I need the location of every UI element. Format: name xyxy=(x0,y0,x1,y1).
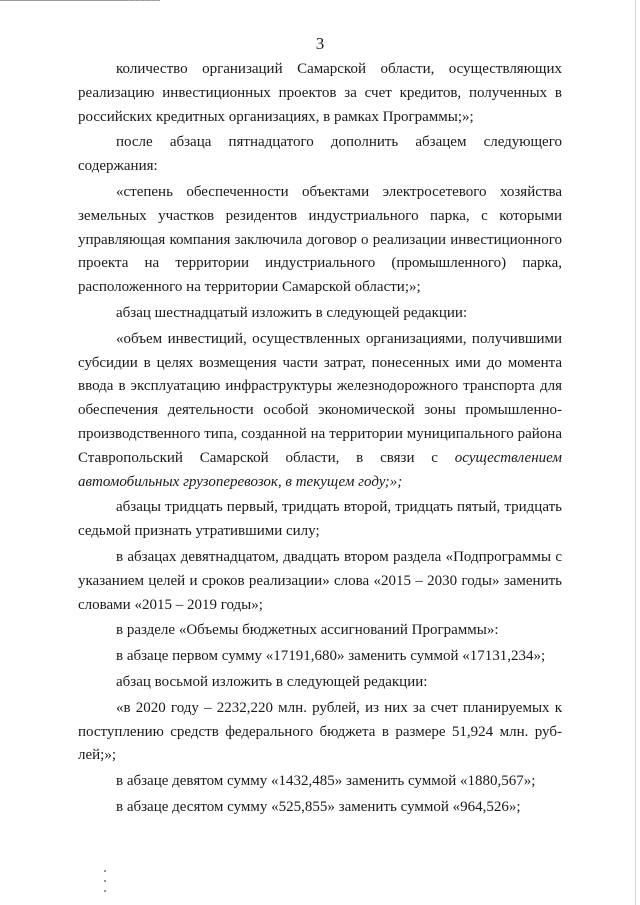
binding-dot xyxy=(104,870,106,872)
paragraph-sixteenth-edit: абзац шестнадцатый изложить в следующей редакции: xyxy=(116,304,468,321)
paragraph-investment-volume xyxy=(78,328,562,495)
paragraph-invalidated: абзацы тридцать первый, тридцать второй, тридцать пятый, тридцать седьмой признать утратившими силу; xyxy=(78,499,562,540)
paragraph-first-sum: в абзаце первом сумму «17191,680» заменить суммой «17131,234»; xyxy=(116,648,546,665)
binding-marks xyxy=(104,870,108,900)
paragraph-after-fifteenth: после абзаца пятнадцатого дополнить абзацем следующего содержания: xyxy=(78,134,562,175)
paragraph-ninth-sum: в абзаце девятом сумму «1432,485» заменить суммой «1880,567»; xyxy=(116,773,536,790)
scan-edge-mark xyxy=(0,0,160,7)
page-number: 3 xyxy=(315,34,325,53)
paragraph-tenth-sum: в абзаце десятом сумму «525,855» заменить суммой «964,526»; xyxy=(116,798,521,815)
paragraph-budget-section: в разделе «Объемы бюджетных ассигнований Программы»: xyxy=(116,622,499,639)
paragraph-subprograms-years: в абзацах девятнадцатом, двадцать втором раздела «Подпрограммы с указанием целей и сроков реализации» слова «2015 – 2030 годы» заменить словами «2015 – 2019 годы»; xyxy=(78,548,562,613)
paragraph-investment-volume-text: «объем инвестиций, осуществленных организациями, получившими субсидии в целях возмещения части затрат, понесенных ими до момента ввода в эксплуатацию инфраструктуры железнодорожного транспорта для обеспечения деятельности особой экономической зоны промышленно-производственного типа, созданной на территории муниципального района Ставропольский Самарской области, в связи с xyxy=(78,330,562,466)
scan-edge-shadow xyxy=(635,0,636,905)
binding-dot xyxy=(104,880,106,882)
paragraph-organizations-count: количество организаций Самарской области, осуществляющих реализацию инвестиционных проектов за счет кредитов, полученных в российских кредитных организациях, в рамках Программы;»; xyxy=(78,61,562,125)
binding-dot xyxy=(104,890,106,892)
paragraph-2020-amount: «в 2020 году – 2232,220 млн. рублей, из них за счет планируемых к поступлению средств федерального бюджета в размере 51,924 млн. руб-лей;»; xyxy=(78,699,562,764)
paragraph-grid-provision: «степень обеспеченности объектами электросетевого хозяйства земельных участков резидентов индустриального парка, с которыми управляющая компания заключила договор о реализации инвестиционного проекта на территории индустриального (промышленного) парка, расположенного на территории Самарской области;»; xyxy=(78,183,562,296)
paragraph-investment-volume-tail: осуществлением автомобильных грузоперевозок, в текущем году;»; xyxy=(78,449,563,490)
document-body xyxy=(78,58,562,820)
paragraph-eighth-edit: абзац восьмой изложить в следующей редакции: xyxy=(116,673,428,690)
